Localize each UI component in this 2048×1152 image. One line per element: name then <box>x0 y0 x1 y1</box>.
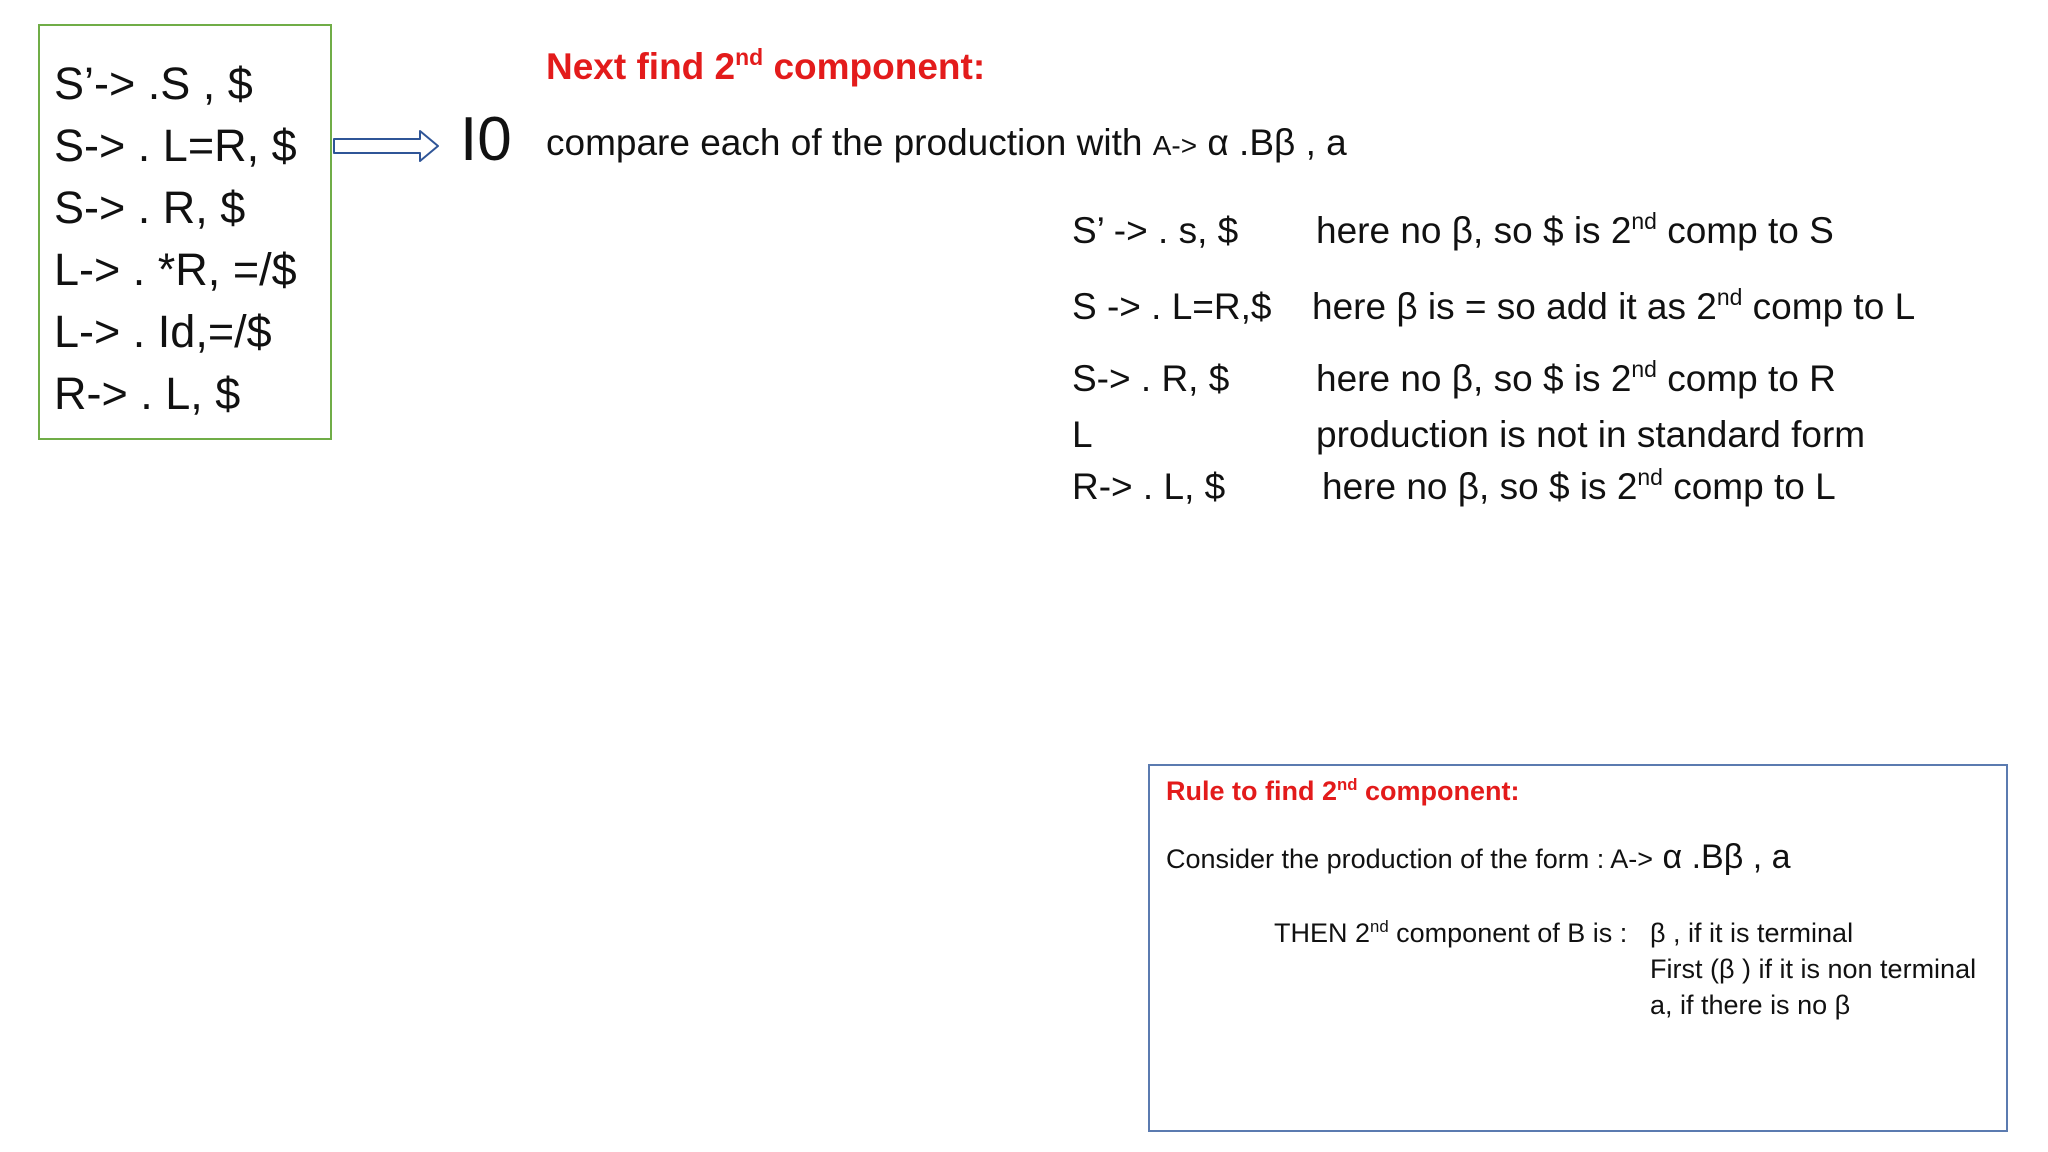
rule-title: Rule to find 2nd component: <box>1166 774 1520 806</box>
compare-instruction: compare each of the production with A-> α .Bβ , a <box>546 122 1347 163</box>
rule-box <box>1148 764 2008 1132</box>
production-line: L-> . *R, =/$ <box>54 244 297 295</box>
analysis-note: here β is = so add it as 2nd comp to L <box>1312 283 1916 327</box>
production-line: S’-> .S , $ <box>54 58 253 109</box>
analysis-note: production is not in standard form <box>1316 414 1866 455</box>
production-box <box>38 24 332 440</box>
analysis-note: here no β, so $ is 2nd comp to S <box>1316 207 1834 251</box>
production-line: L-> . Id,=/$ <box>54 306 272 357</box>
state-label: I0 <box>460 105 512 174</box>
page-heading: Next find 2nd component: <box>546 43 986 87</box>
rule-then-text: THEN 2nd component of B is : <box>1274 916 1628 948</box>
analysis-production: S -> . L=R,$ <box>1072 286 1272 327</box>
analysis-production: S’ -> . s, $ <box>1072 210 1239 251</box>
production-line: S-> . R, $ <box>54 182 246 233</box>
production-line: S-> . L=R, $ <box>54 120 297 171</box>
analysis-production: R-> . L, $ <box>1072 466 1226 507</box>
analysis-production: S-> . R, $ <box>1072 358 1230 399</box>
rule-case: β , if it is terminal <box>1650 918 1854 948</box>
production-line: R-> . L, $ <box>54 368 241 419</box>
rule-case: a, if there is no β <box>1650 990 1851 1020</box>
rule-consider-text: Consider the production of the form : A-> α .Bβ , a <box>1166 838 1791 876</box>
rule-case: First (β ) if it is non terminal <box>1650 954 1977 984</box>
analysis-production: L <box>1072 414 1093 455</box>
right-arrow-icon <box>332 128 440 164</box>
analysis-note: here no β, so $ is 2nd comp to R <box>1316 355 1836 399</box>
analysis-note: here no β, so $ is 2nd comp to L <box>1322 463 1836 507</box>
